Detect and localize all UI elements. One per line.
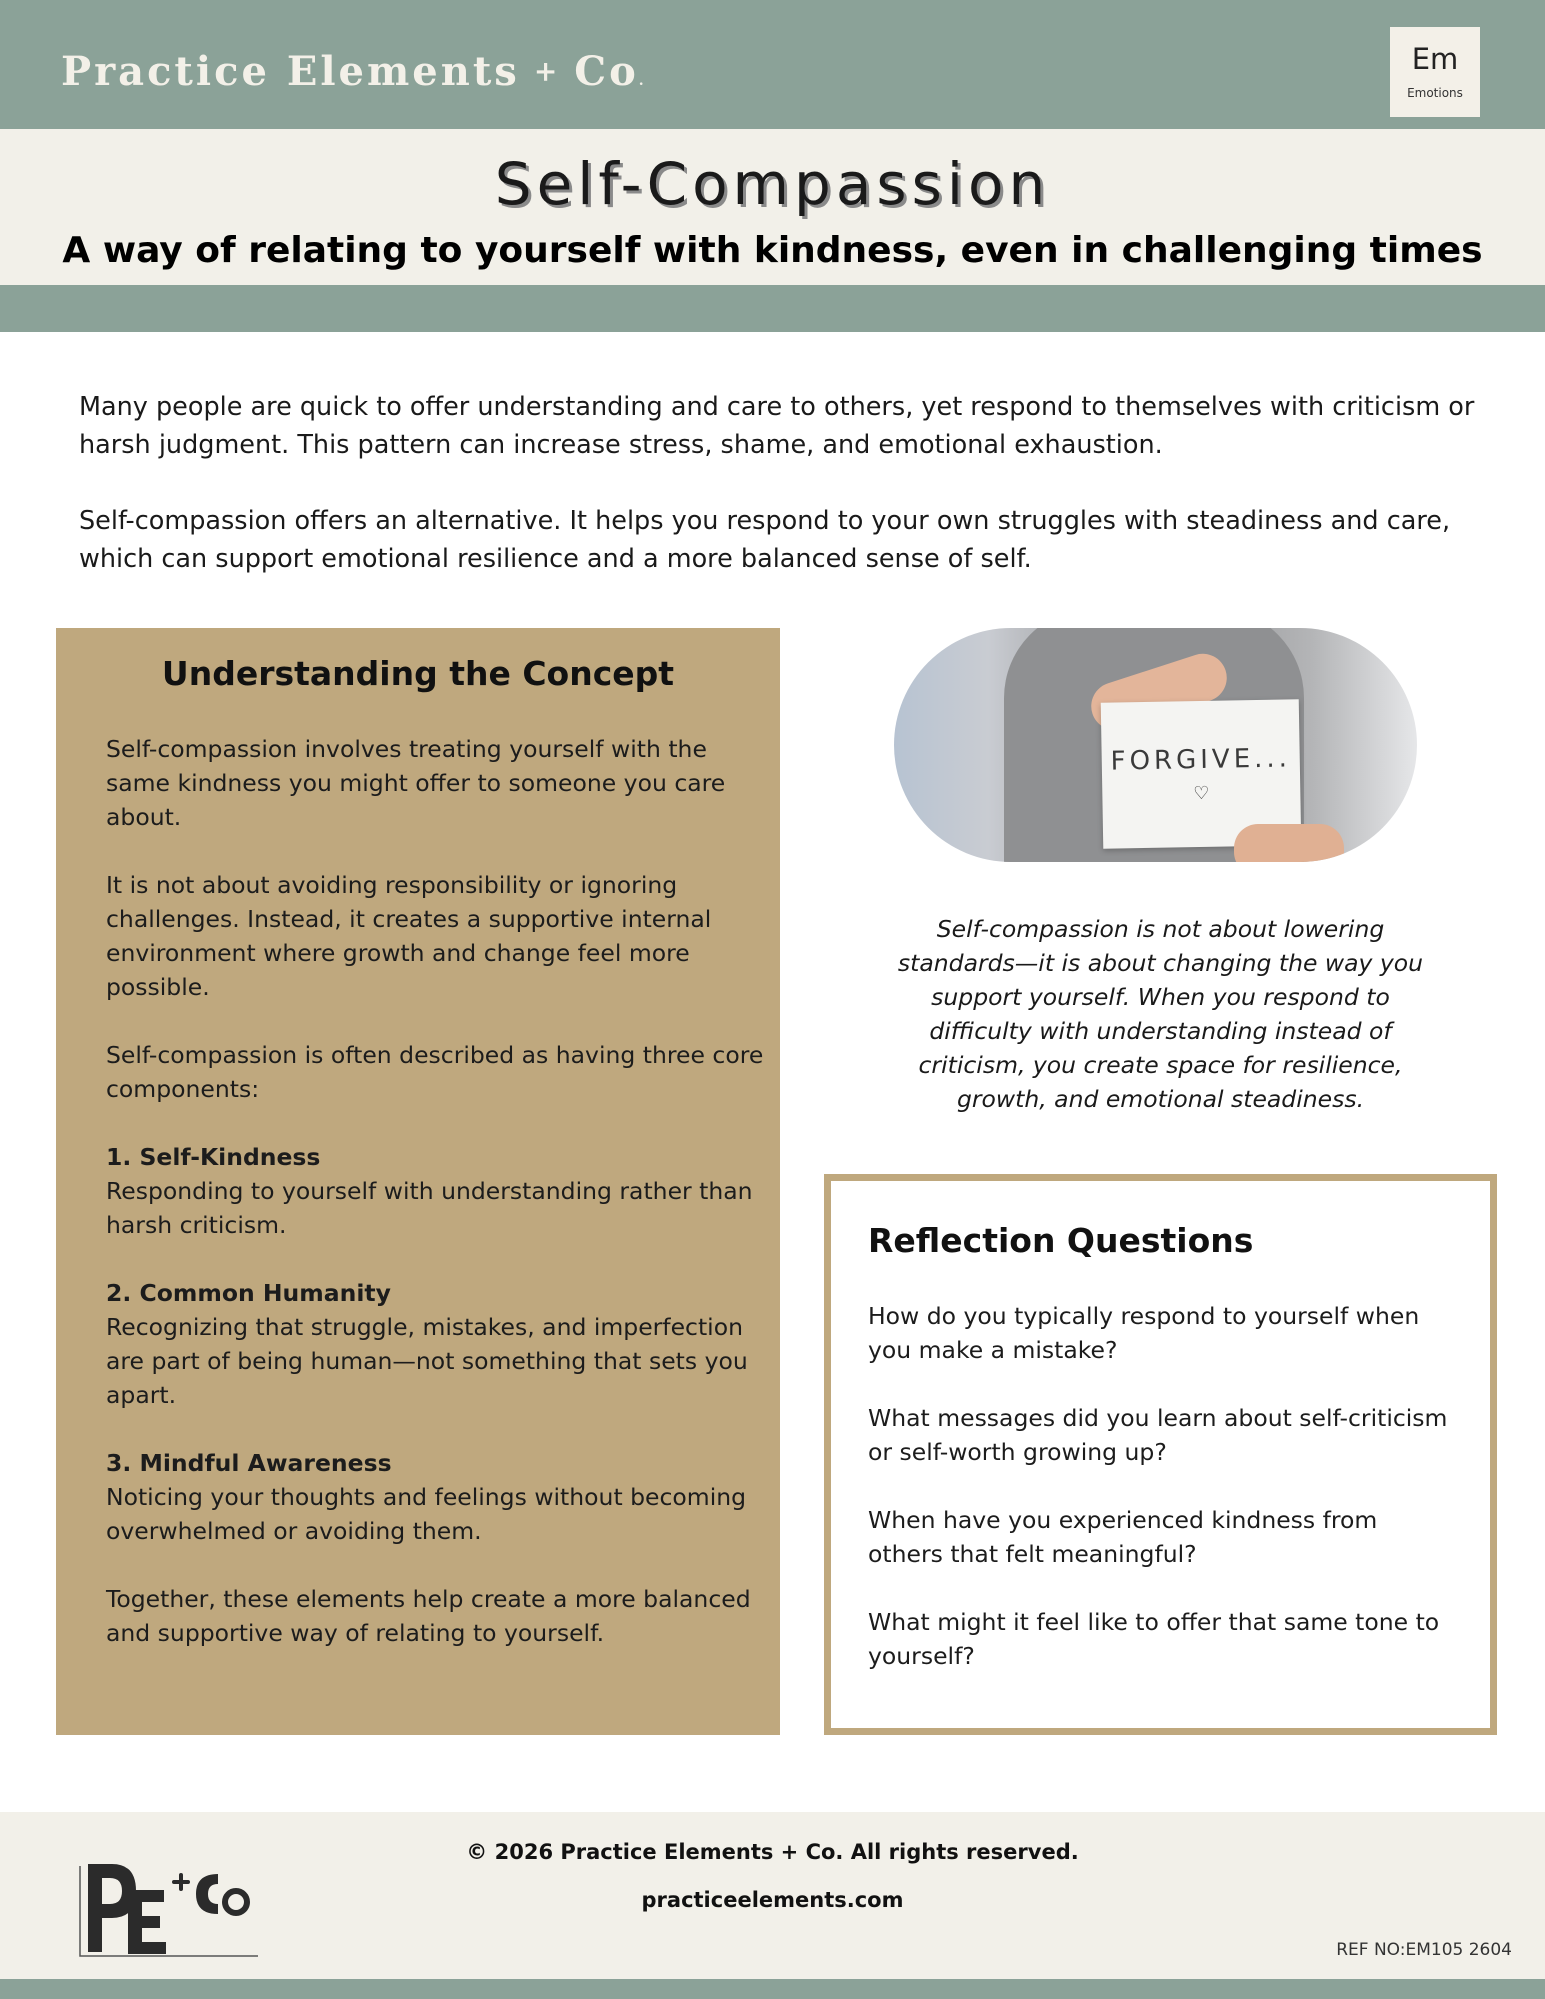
concept-paragraph: Self-compassion involves treating yourself with the same kindness you might offer to someone you care about.: [106, 735, 726, 831]
copyright-text: © 2026 Practice Elements + Co. All rights reserved.: [466, 1840, 1079, 1864]
concept-closing: Together, these elements help create a more balanced and supportive way of relating to yourself.: [106, 1585, 751, 1647]
component-title: 1. Self-Kindness: [106, 1143, 321, 1171]
category-code: Em: [1411, 42, 1459, 76]
reflection-question: When have you experienced kindness from others that felt meaningful?: [868, 1506, 1378, 1568]
brand-co: Co: [574, 48, 639, 95]
brand-plus: +: [533, 55, 561, 88]
component-item: [106, 1140, 766, 1242]
brand-dot: .: [638, 73, 644, 89]
pull-quote: Self-compassion is not about lowering standards—it is about changing the way you support yourself. When you respond to difficulty with understanding instead of criticism, you create space for resilience, growth, and emotional steadiness.: [897, 915, 1424, 1113]
component-text: Noticing your thoughts and feelings without becoming overwhelmed or avoiding them.: [106, 1483, 747, 1545]
reflection-list: [868, 1299, 1458, 1707]
component-text: Responding to yourself with understanding rather than harsh criticism.: [106, 1177, 753, 1239]
component-item: [106, 1446, 766, 1548]
concept-body: [106, 732, 766, 1684]
component-text: Recognizing that struggle, mistakes, and imperfection are part of being human—not something that sets you apart.: [106, 1313, 748, 1409]
concept-heading: Understanding the Concept: [161, 654, 675, 693]
reflection-question: How do you typically respond to yourself when you make a mistake?: [868, 1302, 1420, 1364]
photo-card-text: FORGIVE...: [1110, 743, 1292, 777]
concept-paragraph: Self-compassion is often described as having three core components:: [106, 1041, 764, 1103]
reflection-question: What might it feel like to offer that same tone to yourself?: [868, 1608, 1440, 1670]
component-title: 2. Common Humanity: [106, 1279, 391, 1307]
component-title: 3. Mindful Awareness: [106, 1449, 392, 1477]
reference-number: REF NO:EM105 2604: [1336, 1940, 1512, 1960]
forgive-photo: [894, 628, 1417, 862]
concept-panel: [56, 628, 780, 1735]
reflection-box: [824, 1174, 1497, 1735]
component-item: [106, 1276, 766, 1412]
intro-paragraph-1: Many people are quick to offer understanding and care to others, yet respond to themselves with criticism or harsh judgment. This pattern can increase stress, shame, and emotional exhaustion.: [79, 392, 1475, 460]
intro-paragraph-2: Self-compassion offers an alternative. It helps you respond to your own struggles with steadiness and care, which can support emotional resilience and a more balanced sense of self.: [79, 506, 1451, 574]
page-title: Self-Compassion: [494, 150, 1051, 218]
brand-name: [61, 48, 644, 95]
divider-band: [0, 285, 1545, 332]
heart-icon: ♡: [1193, 782, 1210, 805]
reflection-heading: Reflection Questions: [868, 1221, 1254, 1260]
category-tag: [1390, 27, 1480, 117]
photo-hand-holding-card: [1234, 824, 1344, 862]
concept-paragraph: It is not about avoiding responsibility or ignoring challenges. Instead, it creates a supportive internal environment where growth and change feel more possible.: [106, 871, 712, 1001]
brand-name-text: Practice Elements: [61, 48, 520, 95]
category-label: Emotions: [1407, 86, 1463, 100]
page-subtitle: A way of relating to yourself with kindness, even in challenging times: [62, 230, 1483, 271]
footer-band: [0, 1979, 1545, 1999]
website-link[interactable]: practiceelements.com: [641, 1888, 904, 1912]
reflection-question: What messages did you learn about self-criticism or self-worth growing up?: [868, 1404, 1448, 1466]
